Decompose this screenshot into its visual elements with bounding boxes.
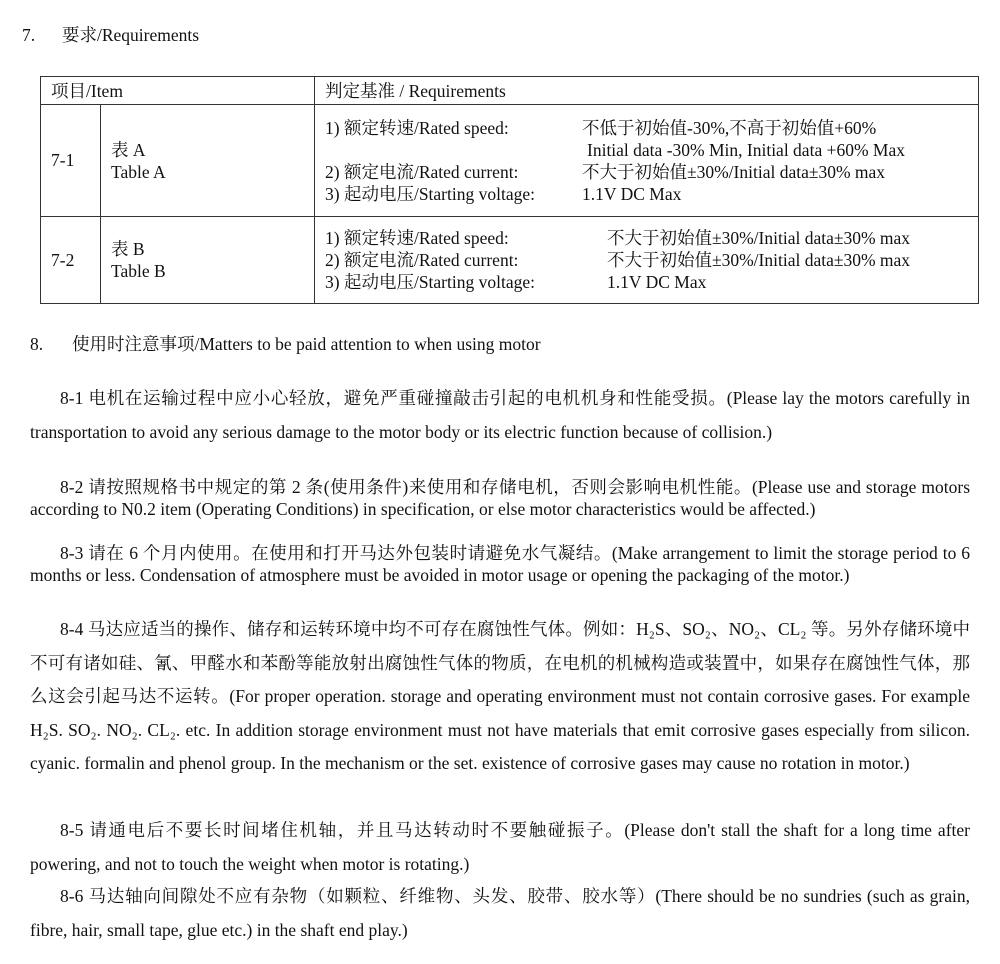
note-text: 马达应适当的操作、储存和运转环境中均不可存在腐蚀性气体。例如：H₂S、SO₂、NO₂、CL₂ 等。另外存储环境中不可有诸如硅、氰、甲醛水和苯酚等能放射出腐蚀性气体的物质，在电机的机械构造或装置中，如果存在腐蚀性气体，那么这会引起马达不运转。(For proper operation. storage and operating environment must not contain corrosive gases. For example H₂S. SO₂. NO₂. CL₂. etc. In addition storage environment must not have materials that emit corrosive gases especially from silicon. cyanic. formalin and phenol group. In the mechanism or the set. existence of corrosive gases may cause no rotation in motor.) [30,619,971,773]
section-8-heading [30,331,541,356]
note-id: 8-4 [60,619,84,639]
criterion [325,117,978,139]
criterion-label: 1) 额定转速/Rated speed: [325,228,509,248]
note-item [30,814,970,881]
note-text: 马达轴向间隙处不应有杂物（如颗粒、纤维物、头发、胶带、胶水等）(There should be no sundries (such as grain, fibre, hair, small tape, glue etc.) in the shaft end play.) [30,886,971,940]
requirements-table [40,76,979,304]
row-id: 7-1 [41,105,101,217]
table-row [41,217,979,304]
row-name-en: Table A [111,161,166,182]
note-item [30,476,970,520]
note-item [30,542,970,586]
note-text: 电机在运输过程中应小心轻放，避免严重碰撞敲击引起的电机机身和性能受损。(Please lay the motors carefully in transportation to avoid any serious damage to the motor body or its electric function because of collision.) [30,388,971,442]
criterion-label: 3) 起动电压/Starting voltage: [325,272,535,292]
note-text: 请通电后不要长时间堵住机轴，并且马达转动时不要触碰振子。(Please don't stall the shaft for a long time after powering, and not to touch the weight when motor is rotating.) [30,820,970,874]
criterion-label: 3) 起动电压/Starting voltage: [325,183,535,204]
section-title: 要求/Requirements [62,25,200,45]
criterion [325,271,978,293]
criterion-label: 2) 额定电流/Rated current: [325,250,519,270]
note-id: 8-3 [60,543,84,563]
criterion-value: 不低于初始值-30%,不高于初始值+60% [582,117,877,138]
criterion [325,227,978,249]
criterion [325,161,978,183]
row-name-cn: 表 A [111,139,146,160]
note-item [30,880,970,947]
row-criteria [315,105,979,217]
row-name-en: Table B [111,261,166,281]
note-id: 8-2 [60,477,84,497]
section-number: 7. [22,25,36,45]
note-id: 8-1 [60,388,84,408]
section-number: 8. [30,334,44,354]
criterion-value: 不大于初始值±30%/Initial data±30% max [607,250,911,270]
note-text: 请在 6 个月内使用。在使用和打开马达外包装时请避免水气凝结。(Make arrangement to limit the storage period to 6 months or less. Condensation of atmosphere must be avoided in motor usage or opening the packaging of the motor.) [30,543,971,585]
section-title: 使用时注意事项/Matters to be paid attention to when using motor [72,334,541,354]
criterion-continuation: Initial data -30% Min, Initial data +60% Max [587,139,905,160]
note-item [30,613,970,781]
header-item: 项目/Item [41,77,315,105]
criterion [325,249,978,271]
row-name [101,217,315,304]
section-7-heading [22,22,199,47]
criterion-label: 2) 额定电流/Rated current: [325,161,519,182]
row-name [101,105,315,217]
table-header-row [41,77,979,105]
table-row [41,105,979,217]
note-id: 8-5 [60,820,84,840]
row-criteria [315,217,979,304]
criterion [325,183,978,205]
note-text: 请按照规格书中规定的第 2 条(使用条件)来使用和存储电机，否则会影响电机性能。(Please use and storage motors according to N0.2 item (Operating Conditions) in specification, or else motor characteristics would be affected.) [30,477,971,519]
criterion-label: 1) 额定转速/Rated speed: [325,117,509,138]
header-criteria: 判定基准 / Requirements [315,77,979,105]
note-item [30,382,970,449]
row-name-cn: 表 B [111,239,145,259]
row-id: 7-2 [41,217,101,304]
criterion-value: 不大于初始值±30%/Initial data±30% max [607,228,911,248]
note-id: 8-6 [60,886,84,906]
criterion-value: 1.1V DC Max [607,272,707,292]
criterion-value: 不大于初始值±30%/Initial data±30% max [582,161,886,182]
criterion-value: 1.1V DC Max [582,183,682,204]
